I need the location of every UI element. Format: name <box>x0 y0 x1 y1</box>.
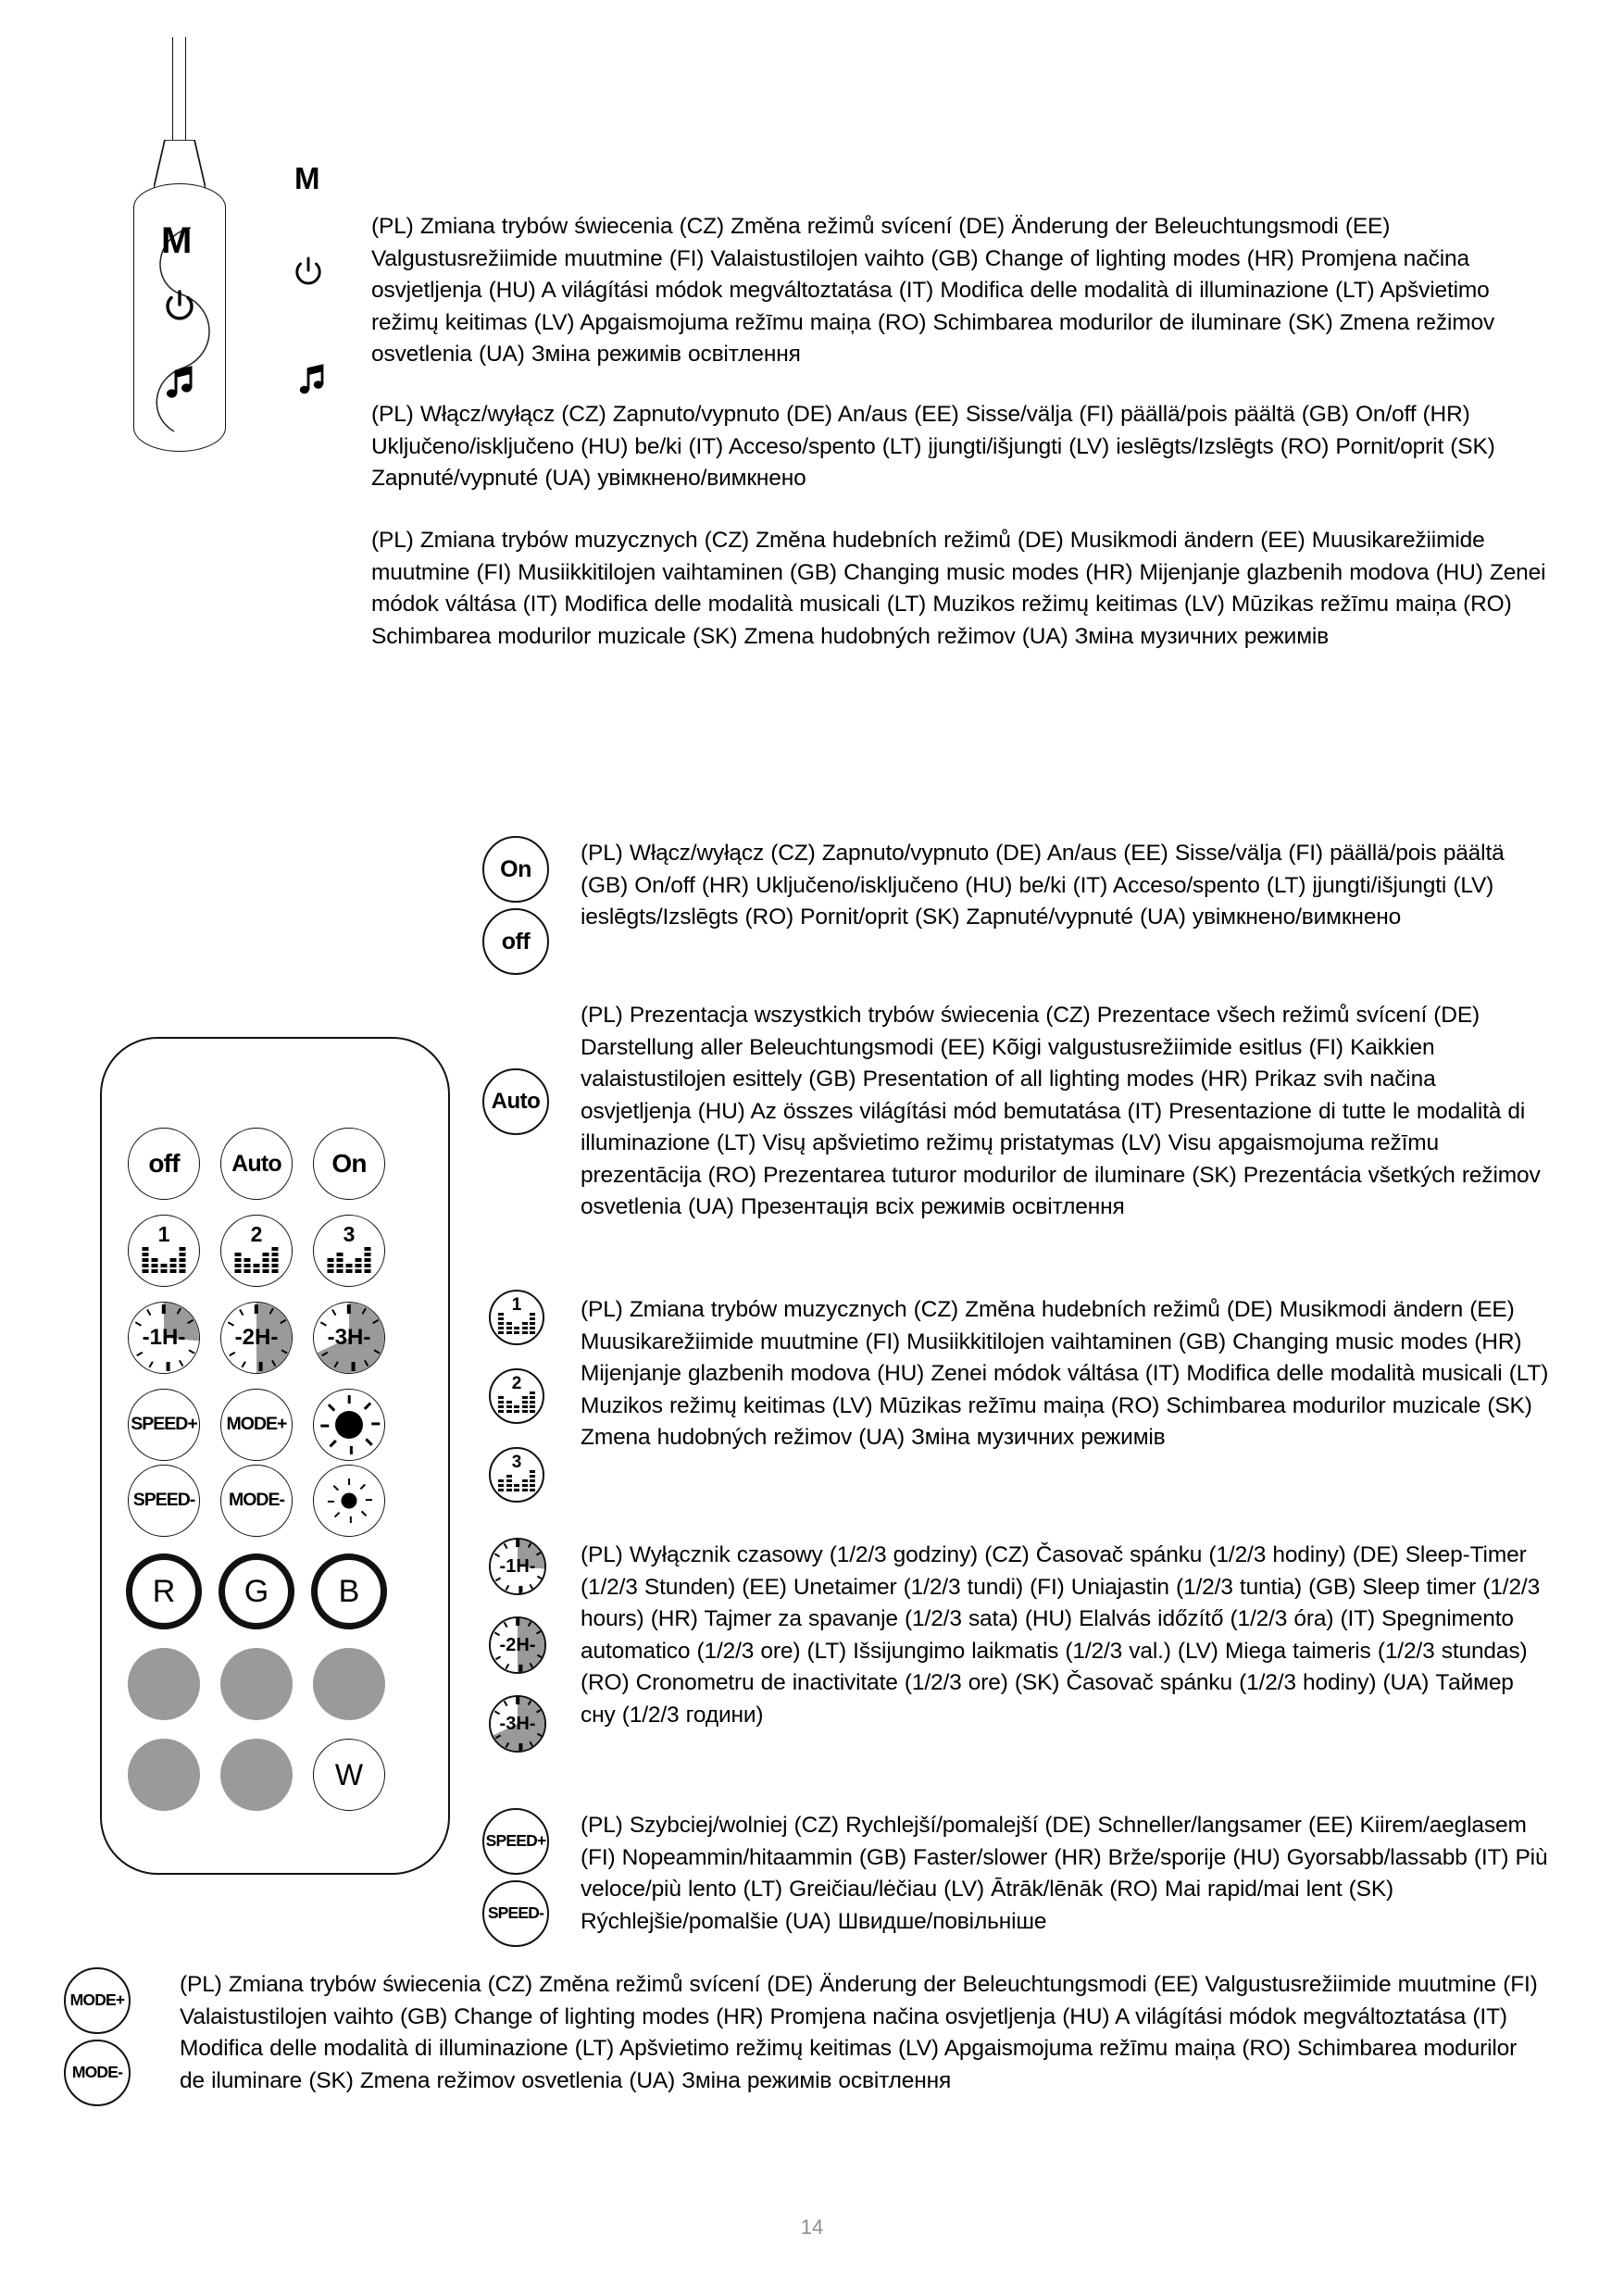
legend-text-auto: (PL) Prezentacja wszystkich trybów świecenia (CZ) Prezentace všech režimů svícení (DE) Darstellung aller Beleuchtungsmodi (EE) Kõigi valgustusrežiimide esitlus (FI) Kaikkien valaistustilojen esittely (GB) Presentation of all lighting modes (HR) Prikaz svih načina osvjetljenja (HU) Az összes világítási mód bemutatása (IT) Presentazione di tutte le modalità di illuminazione (LT) Visų apšvietimo režimų pristatymas (LV) Visu apgaismojuma režīmu prezentācija (RO) Prezentarea tuturor modurilor de iluminare (SK) Prezentácia všetkých režimov osvetlenia (UA) Презентація всіх режимів освітлення <box>581 1003 1541 1219</box>
top-entry-power-text: (PL) Włącz/wyłącz (CZ) Zapnuto/vypnuto (DE) An/aus (EE) Sisse/välja (FI) päällä/pois päältä (GB) On/off (HR) Uključeno/isključeno (HU) be/ki (IT) Acceso/spento (LT) įjungti/išjungti (LV) ieslēgts/Izslēgts (RO) Pornit/oprit (SK) Zapnuté/vypnuté (UA) увімкнено/вимкнено <box>371 402 1495 491</box>
remote-button-timer-3h[interactable] <box>313 1302 385 1374</box>
legend-icon-speed-plus: SPEED+ <box>482 1808 549 1875</box>
remote-button-on[interactable]: On <box>313 1128 385 1200</box>
legend-icon-timer-3h <box>489 1695 546 1753</box>
legend-text-music: (PL) Zmiana trybów muzycznych (CZ) Změna hudebních režimů (DE) Musikmodi ändern (EE) Muusikarežiimide muutmine (FI) Musiikkitilojen vaihtaminen (GB) Changing music modes (HR) Mijenjanje glazbenih modova (HU) Zenei módok váltása (IT) Modifica delle modalità musicali (LT) Muzikos režimų keitimas (LV) Mūzikas režīmu maiņa (RO) Schimbarea modurilor muzicale (SK) Zmena hudobných režimov (UA) Зміна музичних режимів <box>581 1297 1549 1450</box>
remote-button-mode-plus[interactable]: MODE+ <box>220 1389 293 1461</box>
legend-icon-auto: Auto <box>482 1068 549 1135</box>
legend-text-speed: (PL) Szybciej/wolniej (CZ) Rychlejší/pomalejší (DE) Schneller/langsamer (EE) Kiirem/aeglasem (FI) Nopeammin/hitaammin (GB) Faster/slower (HR) Brže/sporije (HU) Gyorsabb/lassabb (IT) Più veloce/più lento (LT) Greičiau/lėčiau (LV) Ātrāk/lēnāk (RO) Mai rapid/mai lent (SK) Rýchlejšie/pomalšie (UA) Швидше/повільніше <box>581 1813 1548 1934</box>
legend-icon-timer-1h <box>489 1538 546 1595</box>
legend-icon-off: off <box>482 908 549 975</box>
equalizer-icon: 1 <box>491 1292 543 1343</box>
controller-mode-button[interactable]: M <box>161 220 192 261</box>
equalizer-icon: 2 <box>221 1216 292 1286</box>
cable-strain-relief <box>154 140 206 188</box>
top-entry-mode-text: (PL) Zmiana trybów świecenia (CZ) Změna režimů svícení (DE) Änderung der Beleuchtungsmodi (EE) Valgustusrežiimide muutmine (FI) Valaistustilojen vaihto (GB) Change of lighting modes (HR) Promjena načina osvjetljenja (HU) A világítási módok megváltoztatása (IT) Modifica delle modalità di illuminazione (LT) Apšvietimo režimų keitimas (LV) Apgaismojuma režīmu maiņa (RO) Schimbarea modurilor de iluminare (SK) Zmena režimov osvetlenia (UA) Зміна режимів освітлення <box>371 214 1495 367</box>
legend-icon-music-2 <box>489 1368 544 1424</box>
legend-text-mode: (PL) Zmiana trybów świecenia (CZ) Změna režimů svícení (DE) Änderung der Beleuchtungsmodi (EE) Valgustusrežiimide muutmine (FI) Valaistustilojen vaihto (GB) Change of lighting modes (HR) Promjena načina osvjetljenja (HU) A világítási módok megváltoztatása (IT) Modifica delle modalità di illuminazione (LT) Apšvietimo režimų keitimas (LV) Apgaismojuma režīmu maiņa (RO) Schimbarea modurilor de iluminare (SK) Zmena režimov osvetlenia (UA) Зміна режимів освітлення <box>180 1972 1538 2093</box>
equalizer-icon: 3 <box>491 1449 543 1501</box>
remote-color-swatch[interactable] <box>128 1739 200 1811</box>
remote-button-brightness-down[interactable] <box>313 1465 385 1537</box>
legend-text-onoff: (PL) Włącz/wyłącz (CZ) Zapnuto/vypnuto (DE) An/aus (EE) Sisse/välja (FI) päällä/pois päältä (GB) On/off (HR) Uključeno/isključeno (HU) be/ki (IT) Acceso/spento (LT) įjungti/išjungti (LV) ieslēgts/Izslēgts (RO) Pornit/oprit (SK) Zapnuté/vypnuté (UA) увімкнено/вимкнено <box>581 841 1505 930</box>
equalizer-icon: 2 <box>491 1370 543 1422</box>
remote-button-speed-plus[interactable]: SPEED+ <box>128 1389 200 1461</box>
music-note-icon[interactable] <box>165 366 194 399</box>
remote-color-swatch[interactable] <box>220 1648 293 1720</box>
legend-icon-speed-minus: SPEED- <box>482 1880 549 1947</box>
remote-button-music-2[interactable] <box>220 1215 293 1287</box>
remote-button-green[interactable]: G <box>219 1554 294 1629</box>
legend-icon-mode-minus: MODE- <box>64 2040 131 2106</box>
legend-icon-timer-2h <box>489 1616 546 1674</box>
brightness-down-icon <box>314 1466 384 1536</box>
clock-icon: -2H- <box>491 1618 544 1672</box>
page-number: 14 <box>800 2215 824 2239</box>
power-icon[interactable] <box>163 289 196 322</box>
legend-icon-music-1 <box>489 1290 544 1345</box>
clock-icon: -1H- <box>129 1303 199 1373</box>
inline-cable-controller <box>93 37 269 500</box>
legend-text-timer: (PL) Wyłącznik czasowy (1/2/3 godziny) (CZ) Časovač spánku (1/2/3 hodiny) (DE) Sleep-Timer (1/2/3 Stunden) (EE) Unetaimer (1/2/3 tundi) (FI) Uniajastin (1/2/3 tuntia) (GB) Sleep timer (1/2/3 hours) (HR) Tajmer za spavanje (1/2/3 sata) (HU) Elalvás időzítő (1/2/3 óra) (IT) Spegnimento automatico (1/2/3 ore) (LT) Išsijungimo laikmatis (1/2/3 val.) (LV) Miega taimeris (1/2/3 stundas) (RO) Cronometru de inactivitate (1/2/3 ore) (SK) Časovač spánku (1/2/3 hodiny) (UA) Таймер сну (1/2/3 години) <box>581 1542 1541 1728</box>
remote-button-music-1[interactable] <box>128 1215 200 1287</box>
remote-button-speed-minus[interactable]: SPEED- <box>128 1465 200 1537</box>
top-entry-music-text: (PL) Zmiana trybów muzycznych (CZ) Změna hudebních režimů (DE) Musikmodi ändern (EE) Muusikarežiimide muutmine (FI) Musiikkitilojen vaihtaminen (GB) Changing music modes (HR) Mijenjanje glazbenih modova (HU) Zenei módok váltása (IT) Modifica delle modalità musicali (LT) Muzikos režimų keitimas (LV) Mūzikas režīmu maiņa (RO) Schimbarea modurilor muzicale (SK) Zmena hudobných režimov (UA) Зміна музичних режимів <box>371 528 1546 649</box>
cable-upper <box>172 37 186 141</box>
remote-button-white[interactable]: W <box>313 1739 385 1811</box>
legend-icon-on: On <box>482 836 549 903</box>
clock-icon: -2H- <box>221 1303 292 1373</box>
remote-button-off[interactable]: off <box>128 1128 200 1200</box>
ir-remote-control <box>100 1037 450 1875</box>
legend-icon-music-3 <box>489 1447 544 1503</box>
clock-icon: -1H- <box>491 1540 544 1593</box>
remote-button-red[interactable]: R <box>126 1554 202 1629</box>
remote-button-mode-minus[interactable]: MODE- <box>220 1465 293 1537</box>
equalizer-icon: 1 <box>129 1216 199 1286</box>
clock-icon: -3H- <box>491 1697 544 1751</box>
remote-color-swatch[interactable] <box>220 1739 293 1811</box>
remote-button-blue[interactable]: B <box>311 1554 387 1629</box>
legend-icon-mode-plus: MODE+ <box>64 1967 131 2034</box>
remote-button-music-3[interactable] <box>313 1215 385 1287</box>
remote-button-timer-1h[interactable] <box>128 1302 200 1374</box>
equalizer-icon: 3 <box>314 1216 384 1286</box>
power-icon <box>293 256 324 287</box>
brightness-up-icon <box>314 1390 384 1460</box>
remote-button-brightness-up[interactable] <box>313 1389 385 1461</box>
remote-button-auto[interactable]: Auto <box>220 1128 293 1200</box>
music-note-icon <box>298 364 326 395</box>
remote-color-swatch[interactable] <box>128 1648 200 1720</box>
clock-icon: -3H- <box>314 1303 384 1373</box>
remote-button-timer-2h[interactable] <box>220 1302 293 1374</box>
legend-icon-mode-letter: M <box>294 161 320 195</box>
remote-color-swatch[interactable] <box>313 1648 385 1720</box>
